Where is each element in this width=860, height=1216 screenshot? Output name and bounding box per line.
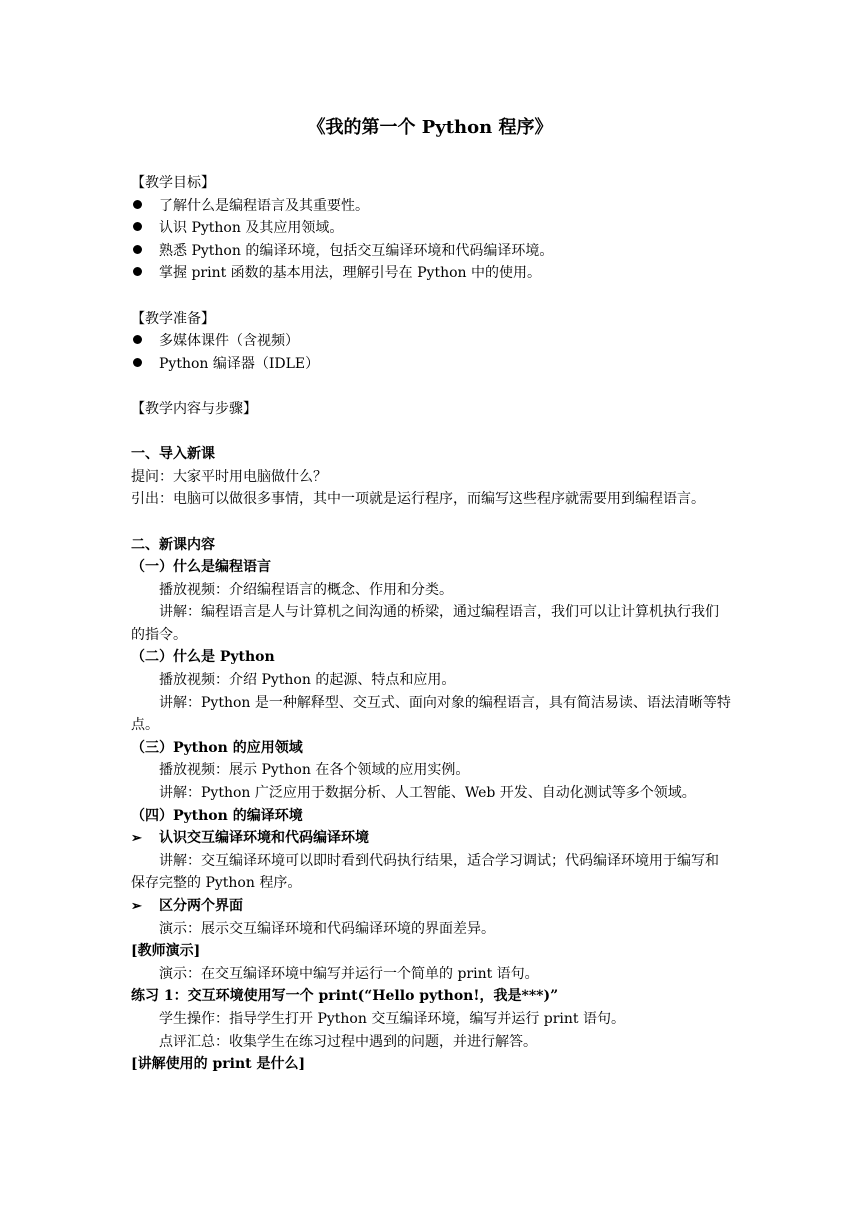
print-heading: [讲解使用的 print 是什么] bbox=[131, 1056, 306, 1073]
paragraph: 提问：大家平时用电脑做什么？ bbox=[131, 468, 327, 485]
content-heading: 【教学内容与步骤】 bbox=[131, 400, 257, 417]
bullet-icon bbox=[133, 245, 142, 254]
subsection-heading: （四）Python 的编译环境 bbox=[131, 807, 303, 824]
list-item: Python 编译器（IDLE） bbox=[131, 353, 731, 376]
list-item: ➢ 区分两个界面 bbox=[131, 895, 731, 918]
objectives-heading: 【教学目标】 bbox=[131, 175, 215, 191]
paragraph: 讲解：Python 广泛应用于数据分析、人工智能、Web 开发、自动化测试等多个领域。 bbox=[159, 785, 696, 802]
section-heading: 一、导入新课 bbox=[131, 446, 215, 463]
bullet-icon bbox=[133, 267, 142, 276]
page-title: 《我的第一个 Python 程序》 bbox=[307, 117, 553, 138]
paragraph: 讲解：编程语言是人与计算机之间沟通的桥梁，通过编程语言，我们可以让计算机执行我们的指令。 bbox=[131, 604, 719, 643]
list-item: 认识 Python 及其应用领域。 bbox=[131, 217, 731, 240]
list-item: 多媒体课件（含视频） bbox=[131, 330, 731, 353]
paragraph: 播放视频：介绍 Python 的起源、特点和应用。 bbox=[159, 672, 456, 689]
bullet-icon bbox=[133, 358, 142, 367]
bullet-icon bbox=[133, 222, 142, 231]
paragraph: 讲解：交互编译环境可以即时看到代码执行结果，适合学习调试；代码编译环境用于编写和保存完整的 Python 程序。 bbox=[131, 852, 719, 892]
bullet-icon bbox=[133, 200, 142, 209]
arrow-bullet-icon: ➢ bbox=[131, 831, 142, 847]
list-item: ➢ 认识交互编译环境和代码编译环境 bbox=[131, 827, 731, 850]
subsection-heading: （二）什么是 Python bbox=[131, 649, 275, 666]
subsection-heading: （一）什么是编程语言 bbox=[131, 559, 271, 576]
paragraph: 引出：电脑可以做很多事情，其中一项就是运行程序，而编写这些程序就需要用到编程语言。 bbox=[131, 491, 705, 508]
paragraph: 演示：在交互编译环境中编写并运行一个简单的 print 语句。 bbox=[159, 965, 539, 982]
list-item: 掌握 print 函数的基本用法，理解引号在 Python 中的使用。 bbox=[131, 262, 731, 285]
list-item: 了解什么是编程语言及其重要性。 bbox=[131, 195, 731, 218]
bullet-icon bbox=[133, 335, 142, 344]
document-body bbox=[131, 172, 731, 1076]
preparation-heading: 【教学准备】 bbox=[131, 310, 215, 327]
paragraph: 学生操作：指导学生打开 Python 交互编译环境，编写并运行 print 语句。 bbox=[159, 1010, 625, 1027]
paragraph: 点评汇总：收集学生在练习过程中遇到的问题，并进行解答。 bbox=[159, 1033, 537, 1050]
exercise-heading: 练习 1：交互环境使用写一个 print(“Hello python!，我是***)” bbox=[131, 988, 559, 1005]
teacher-demo-heading: [教师演示] bbox=[131, 943, 201, 960]
paragraph: 演示：展示交互编译环境和代码编译环境的界面差异。 bbox=[159, 920, 495, 937]
section-heading: 二、新课内容 bbox=[131, 536, 215, 553]
paragraph: 讲解：Python 是一种解释型、交互式、面向对象的编程语言，具有简洁易读、语法清晰等特点。 bbox=[131, 694, 731, 734]
subsection-heading: （三）Python 的应用领域 bbox=[131, 739, 303, 756]
paragraph: 播放视频：展示 Python 在各个领域的应用实例。 bbox=[159, 762, 470, 779]
paragraph: 播放视频：介绍编程语言的概念、作用和分类。 bbox=[159, 581, 453, 598]
list-item: 熟悉 Python 的编译环境，包括交互编译环境和代码编译环境。 bbox=[131, 240, 731, 263]
arrow-bullet-icon: ➢ bbox=[131, 899, 142, 914]
